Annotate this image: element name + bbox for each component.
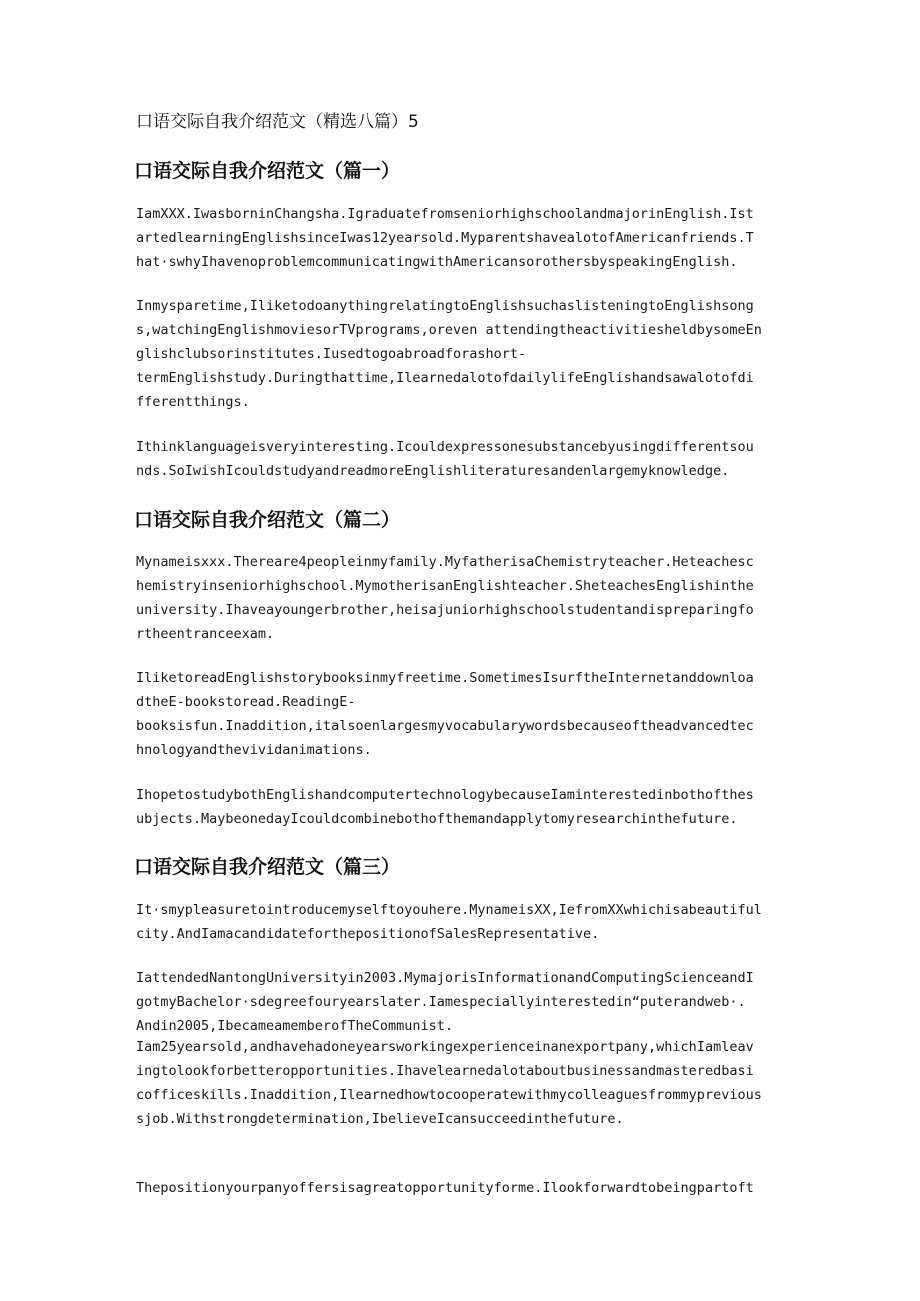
text-line: university.Ihaveayoungerbrother,heisajuniorhighschoolstudentandispreparingfo bbox=[136, 602, 754, 618]
text-line: nds.SoIwishIcouldstudyandreadmoreEnglishliteraturesandenlargemyknowledge. bbox=[136, 463, 730, 479]
section-heading-2: 口语交际自我介绍范文（篇二） bbox=[134, 509, 401, 531]
document-title: 口语交际自我介绍范文（精选八篇）5 bbox=[136, 112, 419, 132]
text-line: Andin2005,IbecameamemberofTheCommunist. bbox=[136, 1018, 453, 1034]
text-line: glishclubsorinstitutes.Iusedtogoabroadforashort- bbox=[136, 346, 527, 362]
paragraph-1-3 bbox=[136, 435, 784, 483]
paragraph-2-3 bbox=[136, 783, 784, 831]
text-line: artedlearningEnglishsinceIwas12yearsold.MyparentshavealotofAmericanfriends.T bbox=[136, 230, 754, 246]
text-line: IamXXX.IwasborninChangsha.IgraduatefromseniorhighschoolandmajorinEnglish.Ist bbox=[136, 206, 754, 222]
paragraph-1-1 bbox=[136, 202, 784, 274]
text-line: s,watchingEnglishmoviesorTVprograms,oreven attendingtheactivitiesheldbysomeEn bbox=[136, 322, 762, 338]
text-line: hemistryinseniorhighschool.MymotherisanEnglishteacher.SheteachesEnglishinthe bbox=[136, 578, 754, 594]
text-line: Ithinklanguageisveryinteresting.Icouldexpressonesubstancebyusingdifferentsou bbox=[136, 439, 754, 455]
text-line: ubjects.MaybeonedayIcouldcombinebothofthemandapplytomyresearchinthefuture. bbox=[136, 811, 738, 827]
text-line: IattendedNantongUniversityin2003.MymajorisInformationandComputingScienceandI bbox=[136, 970, 754, 986]
section-heading-1: 口语交际自我介绍范文（篇一） bbox=[134, 160, 401, 182]
paragraph-2-1 bbox=[136, 550, 784, 646]
text-line: gotmyBachelor·sdegreefouryearslater.Iamespeciallyinterestedin“puterandweb·. bbox=[136, 994, 746, 1010]
text-line: hnologyandthevividanimations. bbox=[136, 742, 372, 758]
paragraph-2-2 bbox=[136, 666, 784, 762]
text-line: booksisfun.Inaddition,italsoenlargesmyvocabularywordsbecauseoftheadvancedtec bbox=[136, 718, 754, 734]
text-line: termEnglishstudy.Duringthattime,IlearnedalotofdailylifeEnglishandsawalotofdi bbox=[136, 370, 754, 386]
text-line: rtheentranceexam. bbox=[136, 626, 275, 642]
text-line: fferentthings. bbox=[136, 394, 250, 410]
text-line: sjob.Withstrongdetermination,IbelieveIcansucceedinthefuture. bbox=[136, 1111, 624, 1127]
text-line: Iam25yearsold,andhavehadoneyearsworkingexperienceinanexportpany,whichIamleav bbox=[136, 1039, 754, 1055]
text-line: Mynameisxxx.Thereare4peopleinmyfamily.MyfatherisaChemistryteacher.Heteachesc bbox=[136, 554, 754, 570]
paragraph-3-2 bbox=[136, 966, 784, 1038]
section-heading-3: 口语交际自我介绍范文（篇三） bbox=[134, 856, 401, 878]
text-line: ingtolookforbetteropportunities.Ihavelearnedalotaboutbusinessandmasteredbasi bbox=[136, 1063, 754, 1079]
text-line: hat·swhyIhavenoproblemcommunicatingwithAmericansorothersbyspeakingEnglish. bbox=[136, 254, 738, 270]
paragraph-3-1 bbox=[136, 898, 784, 946]
text-line: Inmysparetime,IliketodoanythingrelatingtoEnglishsuchaslisteningtoEnglishsong bbox=[136, 298, 754, 314]
text-line: It·smypleasuretointroducemyselftoyouhere.MynameisXX,IefromXXwhichisabeautiful bbox=[136, 902, 762, 918]
text-line: IhopetostudybothEnglishandcomputertechnologybecauseIaminterestedinbothofthes bbox=[136, 787, 754, 803]
paragraph-3-3 bbox=[136, 1035, 784, 1131]
text-line: city.AndIamacandidateforthepositionofSalesRepresentative. bbox=[136, 926, 600, 942]
text-line: Thepositionyourpanyoffersisagreatopportunityforme.Ilookforwardtobeingpartoft bbox=[136, 1180, 754, 1196]
text-line: dtheE-bookstoread.ReadingE- bbox=[136, 694, 356, 710]
paragraph-1-2 bbox=[136, 294, 784, 414]
text-line: cofficeskills.Inaddition,Ilearnedhowtocooperatewithmycolleaguesfrommyprevious bbox=[136, 1087, 762, 1103]
paragraph-3-4 bbox=[136, 1176, 784, 1200]
text-line: IliketoreadEnglishstorybooksinmyfreetime.SometimesIsurftheInternetanddownloa bbox=[136, 670, 754, 686]
